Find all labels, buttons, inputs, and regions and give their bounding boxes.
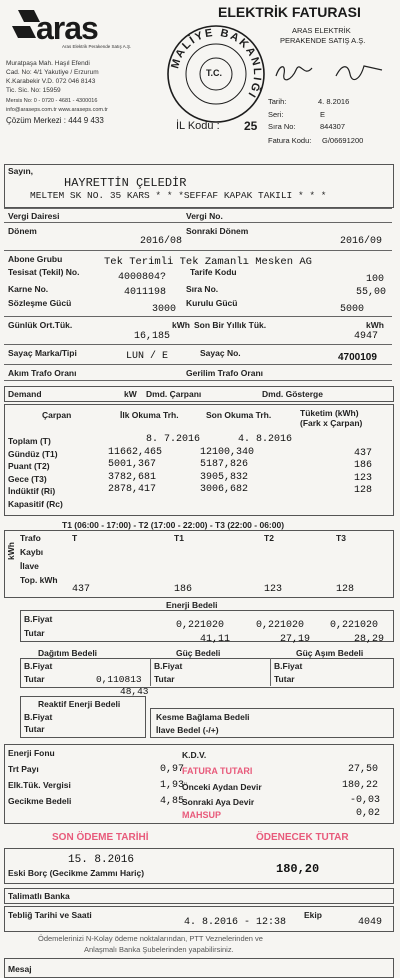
due-date-value: 15. 8.2016 [68, 854, 135, 866]
reading-row-first: 5001,367 [108, 459, 157, 470]
yearly-unit: kWh [366, 320, 384, 330]
meter-no-value: 4700109 [338, 352, 377, 363]
tz-col-header: T [72, 533, 78, 543]
readings-col-multiplier: Çarpan [42, 410, 72, 420]
reading-row-label: Toplam (T) [8, 436, 51, 446]
installed-power-label: Kurulu Gücü [186, 298, 238, 308]
installation-value: 4000804? [118, 272, 167, 283]
trt-label: Trt Payı [8, 764, 39, 774]
reactive-unit-price-label: B.Fiyat [24, 712, 53, 722]
message-label: Mesaj [8, 964, 32, 974]
power-excess-title: Güç Aşım Bedeli [296, 648, 364, 658]
old-debt-label: Eski Borç (Gecikme Zammı Hariç) [8, 868, 145, 878]
current-transformer-label: Akım Trafo Oranı [8, 368, 77, 378]
brand-tagline: Aras Elektrik Perakende Satış A.Ş. [62, 44, 132, 49]
energy-unit-price: 0,221020 [330, 620, 379, 631]
payment-note-1: Ödemelerinizi N-Kolay ödeme noktalarından, PTT Veznelerinden ve [38, 934, 263, 943]
company-name: ARAS ELEKTRİK [292, 26, 351, 35]
prev-carry-label: Önceki Aydan Devir [182, 782, 262, 792]
readings-col-first: İlk Okuma Trh. [120, 410, 179, 420]
vat-label: K.D.V. [182, 750, 207, 760]
reading-row-label: Puant (T2) [8, 461, 50, 471]
signature-icon [334, 60, 384, 82]
tz-col-header: T1 [174, 533, 184, 543]
tz-total-value: 186 [174, 584, 193, 595]
distribution-amount: 48,43 [120, 686, 149, 697]
address-line-5: Mersis No: 0 - 0720 - 4681 - 4300016 [6, 98, 98, 104]
reading-row-first: 11662,465 [108, 446, 163, 458]
reading-row-last: 4. 8.2016 [238, 434, 293, 445]
customer-address: MELTEM SK NO. 35 KARS * * *SEFFAF KAPAK TAKILI * * * [30, 190, 327, 201]
il-kodu-value: 25 [244, 119, 258, 133]
invoice-total-label: FATURA TUTARI [182, 766, 253, 776]
address-line-3: K.Karabekir V.D. 072 046 8143 [6, 78, 96, 85]
excess-amount-label: Tutar [274, 674, 295, 684]
distribution-title: Dağıtım Bedeli [38, 648, 98, 658]
daily-avg-unit: kWh [172, 320, 190, 330]
company-name2: PERAKENDE SATIŞ A.Ş. [280, 36, 366, 45]
solution-center: Çözüm Merkezi : 444 9 433 [6, 116, 104, 125]
signature-icon [274, 62, 314, 84]
amount-due-value: 180,20 [276, 862, 320, 876]
address-line-4: Tic. Sic. No: 15959 [6, 87, 61, 94]
reading-row-first: 3782,681 [108, 471, 157, 483]
reading-row-consumption: 186 [353, 460, 372, 471]
reactive-amount-label: Tutar [24, 724, 45, 734]
seal-center-text: T.C. [206, 68, 223, 78]
team-value: 4049 [358, 917, 383, 928]
demand-indicator-label: Dmd. Gösterge [262, 389, 323, 399]
energy-amount: 27,19 [280, 634, 311, 645]
meta-code-label: Fatura Kodu: [268, 136, 312, 145]
tariff-code-label: Tarife Kodu [190, 267, 237, 277]
tz-total-value: 123 [264, 584, 283, 595]
message-box [4, 958, 394, 978]
reading-row-consumption: 437 [353, 447, 372, 459]
reactive-title: Reaktif Enerji Bedeli [38, 699, 121, 709]
readings-col-last: Son Okuma Trh. [206, 410, 272, 420]
distribution-amount-label: Tutar [24, 674, 45, 684]
reading-row-label: Kapasitif (Rc) [8, 498, 63, 509]
notification-label: Tebliğ Tarihi ve Saati [8, 910, 92, 920]
reading-row-consumption: 123 [353, 472, 372, 484]
tz-kwh-label: kWh [6, 542, 16, 560]
customer-label: Sayın, [8, 166, 34, 176]
demand-label: Demand [8, 389, 42, 399]
power-amount-label: Tutar [154, 674, 175, 684]
yearly-value: 4947 [354, 331, 379, 342]
tz-total-value: 128 [336, 584, 355, 595]
installed-power-value: 5000 [340, 304, 365, 315]
tz-row-label: İlave [20, 561, 39, 571]
reading-row-label: Gece (T3) [8, 473, 47, 484]
team-label: Ekip [304, 910, 322, 920]
late-fee-value: 4,85 [160, 796, 185, 807]
distribution-box [20, 658, 394, 688]
reading-row-last: 3905,832 [200, 471, 249, 483]
offset-value: 0,02 [356, 808, 381, 819]
sequence-value: 55,00 [356, 287, 387, 298]
tz-row-label: Kaybı [20, 547, 44, 557]
trt-value: 0,97 [160, 764, 185, 775]
invoice-title: ELEKTRİK FATURASI [218, 4, 361, 20]
meta-code: G/06691200 [322, 136, 364, 145]
energy-amount-label: Tutar [24, 628, 45, 638]
meta-date: 4. 8.2016 [318, 97, 350, 106]
meter-brand-value: LUN / E [126, 351, 169, 362]
demand-multiplier-label: Dmd. Çarpanı [146, 389, 202, 399]
energy-unit-price-label: B.Fiyat [24, 614, 53, 624]
bank-label: Talimatlı Banka [8, 891, 70, 901]
late-fee-label: Gecikme Bedeli [8, 796, 72, 806]
address-line-2: Cad. No: 4/1 Yakutiye / Erzurum [6, 69, 99, 76]
card-no-label: Karne No. [8, 284, 49, 294]
excess-unit-price-label: B.Fiyat [274, 661, 303, 671]
address-line-1: Muratpaşa Mah. Haşıl Efendi [6, 60, 90, 67]
signature-1 [274, 62, 314, 89]
energy-amount: 28,29 [354, 634, 385, 645]
energy-unit-price: 0,221020 [176, 620, 225, 631]
meta-seq-label: Sıra No: [268, 122, 296, 131]
tz-total-value: 437 [72, 584, 91, 595]
tax-office-label: Vergi Dairesi [8, 211, 60, 221]
consumption-tax-label: Elk.Tük. Vergisi [8, 780, 71, 790]
reading-row-label: İndüktif (Ri) [8, 486, 56, 496]
il-kodu-label: İL Kodu : [176, 120, 220, 132]
consumption-tax-value: 1,93 [160, 780, 185, 791]
energy-amount: 41,11 [200, 634, 231, 645]
power-fee-title: Güç Bedeli [176, 648, 221, 658]
signature-2 [334, 60, 384, 87]
customer-name: HAYRETTİN ÇELEDİR [64, 176, 187, 190]
next-carry-value: -0,03 [350, 795, 381, 806]
tz-row-label: Top. kWh [20, 575, 58, 585]
prev-carry-value: 180,22 [342, 780, 379, 791]
sequence-label: Sıra No. [186, 284, 219, 294]
tz-col-header: T2 [264, 533, 274, 543]
payment-note-2: Anlaşmalı Banka Şubelerinden yapabilirsiniz. [84, 945, 234, 954]
power-unit-price-label: B.Fiyat [154, 661, 183, 671]
contract-power-value: 3000 [152, 304, 177, 315]
amount-due-label: ÖDENECEK TUTAR [256, 832, 349, 843]
customer-box [4, 164, 394, 208]
meta-date-label: Tarih: [268, 97, 287, 106]
readings-col-consumption-sub: (Fark x Çarpan) [300, 418, 363, 428]
time-zone-header: T1 (06:00 - 17:00) - T2 (17:00 - 22:00) - T3 (22:00 - 06:00) [62, 520, 285, 530]
card-no-value: 4011198 [124, 287, 167, 298]
meta-series: E [320, 110, 326, 119]
svg-text:MALİYE BAKANLIĞI: MALİYE BAKANLIĞI [169, 26, 264, 101]
reading-row-first: 8. 7.2016 [146, 434, 201, 445]
energy-fund-label: Enerji Fonu [8, 748, 55, 758]
reading-row-last: 5187,826 [200, 459, 249, 470]
offset-label: MAHSUP [182, 810, 222, 820]
tax-no-label: Vergi No. [186, 211, 223, 221]
subscriber-group-label: Abone Grubu [8, 254, 63, 264]
yearly-label: Son Bir Yıllık Tük. [194, 320, 267, 330]
reading-row-consumption: 128 [353, 485, 372, 496]
installation-label: Tesisat (Tekil) No. [8, 267, 80, 277]
daily-avg-value: 16,185 [134, 331, 171, 342]
readings-col-consumption: Tüketim (kWh) [300, 408, 359, 418]
subscriber-group-value: Tek Terimli Tek Zamanlı Mesken AG [104, 256, 312, 268]
meter-brand-label: Sayaç Marka/Tipi [8, 348, 77, 358]
energy-unit-price: 0,221020 [256, 620, 305, 631]
payment-box [4, 848, 394, 884]
notification-value: 4. 8.2016 - 12:38 [184, 917, 287, 928]
due-date-label: SON ÖDEME TARİHİ [52, 832, 149, 843]
demand-unit: kW [124, 389, 137, 399]
extra-fee-label: İlave Bedel (-/+) [156, 725, 219, 735]
period-label: Dönem [8, 226, 37, 236]
tz-row-label: Trafo [20, 533, 41, 543]
next-carry-label: Sonraki Aya Devir [182, 797, 255, 807]
meta-seq: 844307 [320, 122, 346, 131]
period-value: 2016/08 [140, 236, 183, 247]
next-period-value: 2016/09 [340, 236, 383, 247]
energy-fee-title: Enerji Bedeli [166, 600, 218, 610]
cut-connect-label: Kesme Bağlama Bedeli [156, 712, 250, 722]
meter-no-label: Sayaç No. [200, 348, 241, 358]
reading-row-label: Gündüz (T1) [8, 448, 58, 459]
contract-power-label: Sözleşme Gücü [8, 298, 72, 308]
tz-col-header: T3 [336, 533, 346, 543]
address-line-6: info@araseps.com.tr www.araseps.com.tr [6, 107, 108, 113]
next-period-label: Sonraki Dönem [186, 226, 249, 236]
distribution-unit-price-label: B.Fiyat [24, 661, 53, 671]
daily-avg-label: Günlük Ort.Tük. [8, 320, 73, 330]
meta-series-label: Seri: [268, 110, 284, 119]
distribution-unit-price: 0,110813 [96, 674, 142, 685]
reading-row-last: 12100,340 [200, 446, 255, 458]
reading-row-first: 2878,417 [108, 484, 157, 495]
brand-name: aras [36, 10, 98, 46]
tariff-code-value: 100 [366, 274, 385, 285]
voltage-transformer-label: Gerilim Trafo Oranı [186, 368, 263, 378]
invoice-total-value: 27,50 [348, 764, 379, 775]
reading-row-last: 3006,682 [200, 484, 249, 495]
